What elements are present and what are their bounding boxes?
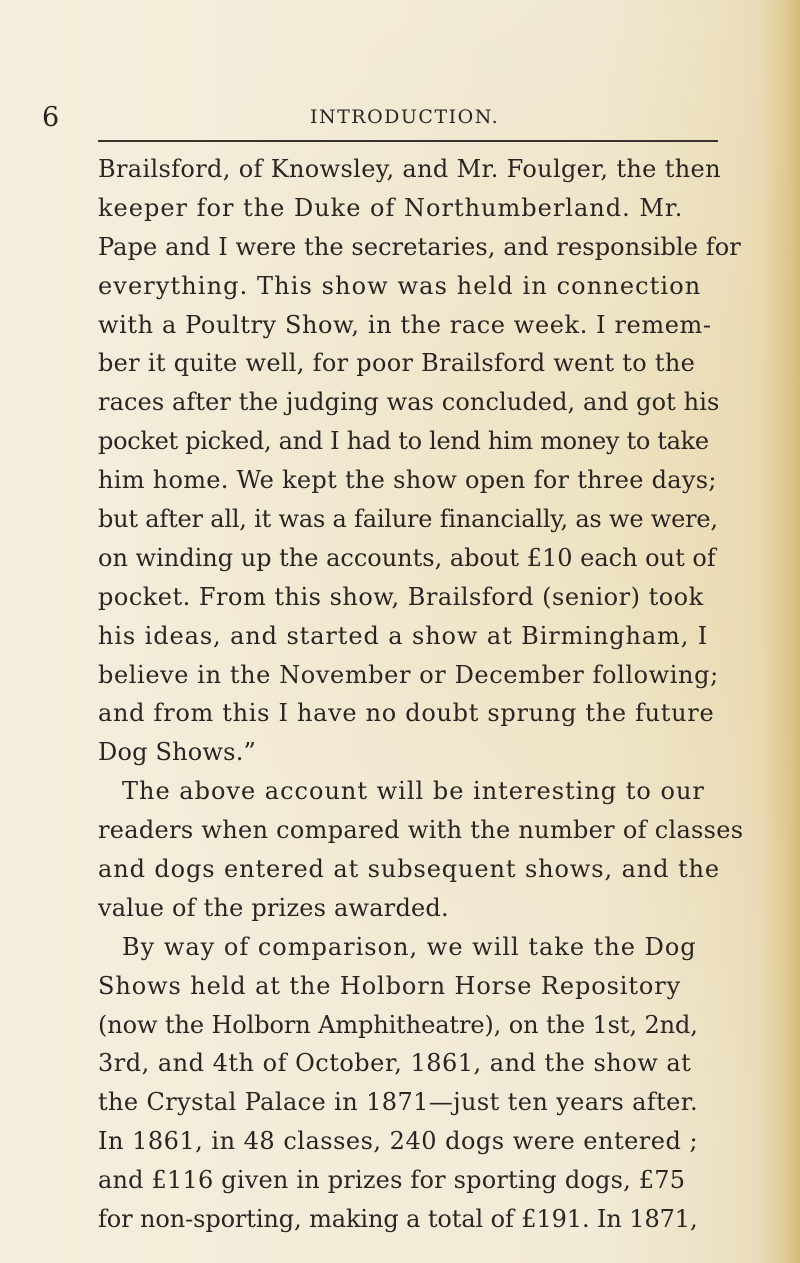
running-head: INTRODUCTION. (310, 106, 500, 128)
text-line: In 1861, in 48 classes, 240 dogs were entered ; (98, 1127, 699, 1156)
header-rule (98, 140, 718, 142)
text-line: the Crystal Palace in 1871—just ten years after. (98, 1088, 698, 1117)
text-line: The above account will be interesting to our (122, 777, 705, 806)
text-line: readers when compared with the number of classes (98, 816, 744, 845)
text-line: believe in the November or December following; (98, 660, 719, 689)
text-line: keeper for the Duke of Northumberland. Mr. (98, 193, 684, 222)
text-line: value of the prizes awarded. (98, 893, 449, 922)
text-line: races after the judging was concluded, and got his (98, 388, 720, 417)
text-line: with a Poultry Show, in the race week. I remem- (98, 310, 712, 339)
text-line: (now the Holborn Amphitheatre), on the 1st, 2nd, (98, 1010, 698, 1039)
text-line: and from this I have no doubt sprung the future (98, 699, 715, 728)
text-line: pocket picked, and I had to lend him money to take (98, 427, 709, 456)
text-line: him home. We kept the show open for three days; (98, 466, 717, 495)
text-line: 3rd, and 4th of October, 1861, and the show at (98, 1049, 692, 1078)
text-line: By way of comparison, we will take the Dog (122, 932, 697, 961)
body-text (98, 150, 798, 1239)
text-line: but after all, it was a failure financially, as we were, (98, 505, 718, 534)
text-line: his ideas, and started a show at Birmingham, I (98, 621, 709, 650)
text-line: Dog Shows.” (98, 738, 256, 767)
text-line: Shows held at the Holborn Horse Repository (98, 971, 682, 1000)
text-line: Brailsford, of Knowsley, and Mr. Foulger, the then (98, 155, 721, 183)
text-line: ber it quite well, for poor Brailsford went to the (98, 349, 696, 378)
page-number: 6 (42, 102, 60, 133)
text-line: and £116 given in prizes for sporting dogs, £75 (98, 1166, 686, 1195)
text-line: for non-sporting, making a total of £191. In 1871, (98, 1205, 698, 1234)
text-line: on winding up the accounts, about £10 each out of (98, 543, 716, 572)
text-line: Pape and I were the secretaries, and responsible for (98, 232, 741, 261)
text-line: everything. This show was held in connection (98, 271, 702, 300)
text-line: and dogs entered at subsequent shows, and the (98, 855, 720, 884)
text-line: pocket. From this show, Brailsford (senior) took (98, 582, 704, 611)
